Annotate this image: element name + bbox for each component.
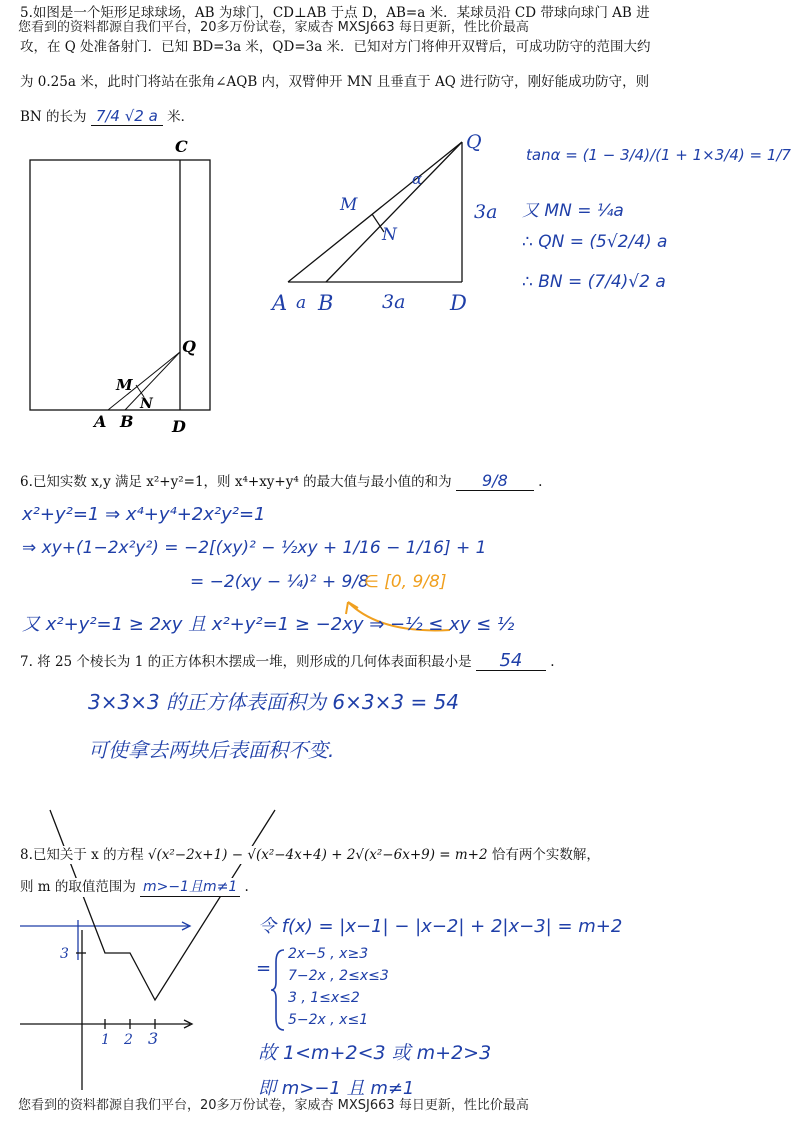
q7-answer: 54 — [476, 652, 546, 671]
q6-answer: 9/8 — [456, 472, 534, 491]
q5-line-4-prefix: BN 的长为 — [20, 109, 87, 125]
q6-work-line-4: 又 x²+y²=1 ≥ 2xy 且 x²+y²=1 ≥ −2xy ⇒ −½ ≤ xy ≤ ½ — [22, 614, 515, 635]
sketch-label-3a-bottom: 3a — [382, 291, 406, 313]
sketch-label-a-length: a — [296, 293, 307, 313]
q7-question — [20, 652, 555, 671]
q8-question-line-2 — [20, 878, 249, 897]
q8-text-suffix: 恰有两个实数解， — [491, 847, 600, 863]
sketch-label-q: Q — [466, 131, 482, 153]
graph-tick-y3: 3 — [60, 946, 69, 962]
q8-text-prefix: 8.已知关于 x 的方程 — [20, 847, 144, 863]
q5-line-2: 攻，在 Q 处准备射门．已知 BD=3a 米，QD=3a 米．已知对方门将伸开双臂后，可成功防守的范围大约 — [20, 39, 651, 55]
q7-text: 7. 将 25 个棱长为 1 的正方体积木摆成一堆，则形成的几何体表面积最小是 — [20, 654, 472, 670]
watermark-bottom: 您看到的资料都源自我们平台，20多万份试卷，家威杏 MXSJ663 每日更新，性比价最高 — [18, 1098, 529, 1113]
q8-answer: m>−1且m≠1 — [140, 878, 240, 897]
q5-sketch — [262, 128, 498, 326]
fig-label-n: N — [140, 396, 153, 412]
q8-equation: √(x²−2x+1) − √(x²−4x+4) + 2√(x²−6x+9) = m+2 — [147, 847, 488, 863]
q8-work-case-4: 5−2x , x≤1 — [288, 1012, 369, 1028]
watermark-top: 您看到的资料都源自我们平台，20多万份试卷，家威杏 MXSJ663 每日更新，性比价最高 — [18, 20, 529, 35]
q5-work-tan: tanα = (1 − 3/4)/(1 + 1×3/4) = 1/7 — [526, 146, 791, 164]
q8-work-case-3: 3 , 1≤x≤2 — [288, 990, 360, 1006]
sketch-label-b: B — [318, 291, 334, 315]
sketch-label-d: D — [450, 291, 467, 315]
q8-work-case-1: 2x−5 , x≥3 — [288, 946, 369, 962]
q5-answer: 7/4 √2 a — [91, 107, 163, 126]
q6-work-range-note: ∈ [0, 9/8] — [364, 572, 447, 592]
sketch-label-a-point: A — [272, 291, 288, 315]
q5-line-1: 5.如图是一个矩形足球球场，AB 为球门，CD⊥AB 于点 D，AB=a 米．某球员沿 CD 带球向球门 AB 进 — [20, 5, 650, 21]
q7-suffix: . — [550, 654, 555, 670]
q6-work-line-2: ⇒ xy+(1−2x²y²) = −2[(xy)² − ½xy + 1/16 − 1/16] + 1 — [22, 538, 487, 558]
q8-work-line-3: 即 m>−1 且 m≠1 — [258, 1078, 415, 1099]
q8-work-case-2: 7−2x , 2≤x≤3 — [288, 968, 389, 984]
graph-tick-x1: 1 — [101, 1032, 110, 1048]
q6-suffix: . — [538, 474, 543, 490]
sketch-label-alpha: α — [412, 170, 423, 188]
sketch-label-m: M — [340, 195, 358, 215]
q8-line-2-suffix: . — [244, 879, 249, 895]
sketch-label-3a-side: 3a — [474, 201, 498, 223]
q8-work-line-2: 故 1<m+2<3 或 m+2>3 — [258, 1042, 492, 1064]
q8-line-2-prefix: 则 m 的取值范围为 — [20, 879, 136, 895]
q5-line-4-suffix: 米． — [167, 109, 195, 125]
q8-work-line-1: 令 f(x) = |x−1| − |x−2| + 2|x−3| = m+2 — [258, 916, 623, 937]
q6-question — [20, 472, 542, 491]
fig-label-c: C — [175, 137, 188, 156]
q5-line-4 — [20, 107, 194, 126]
q6-work-line-3: = −2(xy − ¼)² + 9/8 — [190, 572, 369, 592]
fig-label-b: B — [120, 412, 134, 431]
q5-line-3: 为 0.25a 米，此时门将站在张角∠AQB 内，双臂伸开 MN 且垂直于 AQ 进行防守，刚好能成功防守，则 — [20, 74, 650, 90]
q6-work-line-1: x²+y²=1 ⇒ x⁴+y⁴+2x²y²=1 — [22, 504, 266, 525]
q7-work-line-1: 3×3×3 的正方体表面积为 6×3×3 = 54 — [88, 690, 460, 714]
graph-tick-x3: 3 — [148, 1029, 159, 1048]
fig-label-q: Q — [182, 337, 196, 356]
fig-label-m: M — [116, 376, 133, 394]
q5-work-bn: ∴ BN = (7/4)√2 a — [522, 272, 666, 292]
q8-work-brace — [270, 948, 286, 1032]
sketch-label-n: N — [382, 225, 397, 245]
q5-work-mn: 又 MN = ¼a — [522, 201, 624, 221]
q7-work-line-2: 可使拿去两块后表面积不变. — [88, 738, 335, 762]
q5-field-figure — [20, 132, 220, 437]
graph-tick-x2: 2 — [124, 1032, 133, 1048]
q8-work-eq: = — [256, 958, 272, 979]
q6-text: 6.已知实数 x,y 满足 x²+y²=1，则 x⁴+xy+y⁴ 的最大值与最小值的和为 — [20, 474, 452, 490]
q5-work-qn: ∴ QN = (5√2/4) a — [522, 232, 668, 252]
fig-label-d: D — [172, 417, 186, 436]
q8-question-line-1 — [20, 846, 606, 864]
fig-label-a: A — [94, 412, 107, 431]
